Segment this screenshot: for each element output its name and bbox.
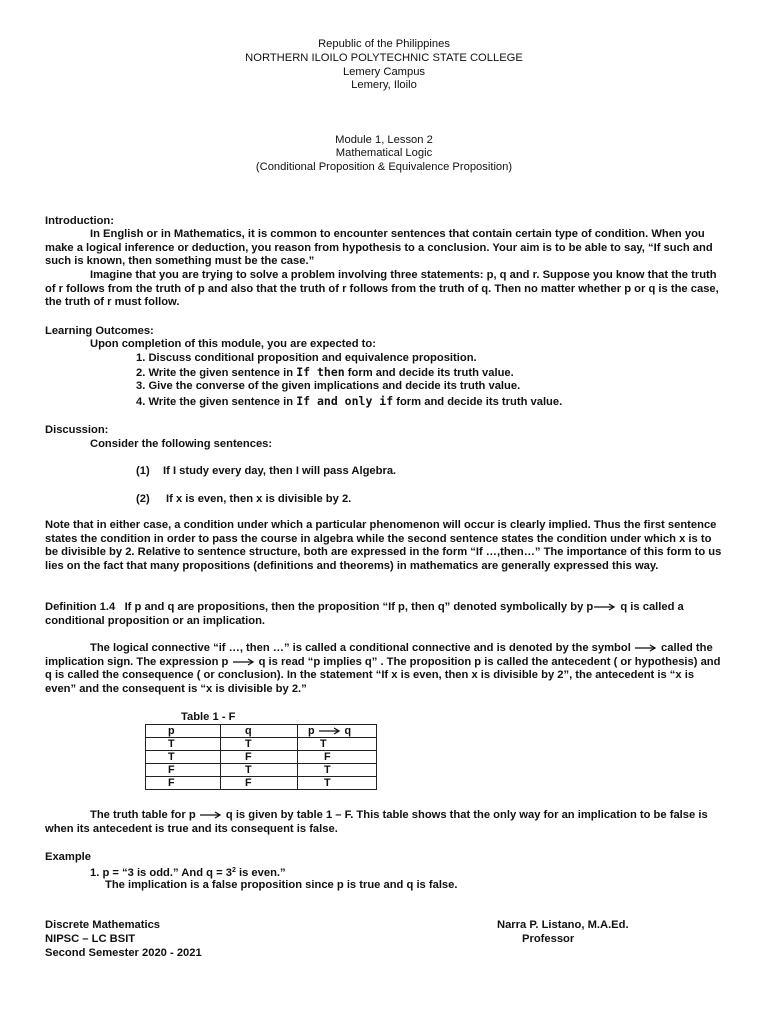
header-republic: Republic of the Philippines — [318, 38, 450, 50]
outcome-4-post: form and decide its truth value. — [393, 396, 563, 408]
discussion-note: Note that in either case, a condition under which a particular phenomenon will occur is clearly implied. Thus the first sentence states the condition in order to pass the course in algebra while the second sentence states the condition under which x is to be divisible by 2. Relative to sentence structure, both are expressed in the form “If …,then…” The importance of this form to us lies on the fact that many propositions (definitions and theorems) in mathematics are generally expressed this way. — [45, 519, 722, 572]
header-location: Lemery, Iloilo — [351, 79, 417, 91]
table-row — [146, 751, 377, 764]
header-p-part: p — [307, 725, 315, 737]
table-cell: T — [146, 751, 221, 764]
table-cell: F — [297, 751, 376, 764]
discussion-lead: Consider the following sentences: — [90, 438, 273, 450]
table-header-p: p — [146, 725, 221, 738]
explanation-post: q is given by table 1 – F. This table shows that the only way for an implication to be false is when its antecedent is true and its consequent is false. — [45, 809, 708, 835]
discussion-heading: Discussion: — [45, 424, 109, 436]
footer-instructor-title: Professor — [522, 933, 575, 945]
footer-instructor-name: Narra P. Listano, M.A.Ed. — [497, 919, 629, 931]
intro-heading: Introduction: — [45, 215, 114, 227]
table-header-implication — [297, 725, 376, 738]
table-cell: F — [146, 777, 221, 790]
implies-arrow-icon — [199, 811, 223, 819]
outcome-item-1: 1. Discuss conditional proposition and equivalence proposition. — [136, 352, 477, 364]
outcome-2-post: form and decide its truth value. — [344, 367, 514, 379]
outcome-2-keyword: If then — [296, 365, 345, 379]
table-header-row — [146, 725, 377, 738]
intro-paragraph-1 — [45, 228, 725, 269]
footer-course: Discrete Mathematics — [45, 919, 161, 931]
explanation-pre: The truth table for p — [90, 809, 199, 821]
outcomes-heading: Learning Outcomes: — [45, 325, 154, 337]
example-heading: Example — [45, 851, 92, 863]
module-topic: (Conditional Proposition & Equivalence Proposition) — [255, 161, 513, 173]
example-line-2: The implication is a false proposition since p is true and q is false. — [105, 879, 458, 891]
intro-p1-text: In English or in Mathematics, it is common to encounter sentences that contain certain type of condition. When you make a logical inference or deduction, you reason from hypothesis to a conclusion. Your aim is to be able to say, “If such and such is known, then something must be the case.” — [45, 228, 713, 268]
implies-arrow-icon — [634, 644, 658, 652]
table-cell: T — [297, 764, 376, 777]
table-row — [146, 764, 377, 777]
header-college: NORTHERN ILOILO POLYTECHNIC STATE COLLEGE — [245, 52, 523, 64]
connective-text-a: The logical connective “if …, then …” is called a conditional connective and is denoted by the symbol — [90, 642, 634, 654]
implies-arrow-icon — [593, 603, 617, 611]
connective-paragraph — [45, 642, 725, 696]
example-1-pre: 1. p = “3 is odd.” And q = 3 — [90, 867, 232, 879]
sentence-1-number: (1) — [136, 465, 150, 477]
footer-program: NIPSC – LC BSIT — [45, 933, 136, 945]
header-campus: Lemery Campus — [342, 66, 426, 78]
outcome-2-pre: 2. Write the given sentence in — [136, 367, 297, 379]
outcome-item-2 — [136, 365, 514, 380]
table-cell: F — [220, 751, 297, 764]
table-cell: F — [146, 764, 221, 777]
footer-semester: Second Semester 2020 - 2021 — [45, 947, 202, 959]
table-cell: T — [146, 738, 221, 751]
table-row — [146, 738, 377, 751]
definition-text-post: q is called a conditional proposition or an implication. — [45, 601, 684, 627]
connective-text-c: q is read “p implies q” . The proposition p is called the antecedent ( or hypothesis) and q is called the consequence ( or conclusion). In the statement “If x is even, then x is divisible by 2”, the antecedent is “x is even” and the consequent is “x is divisible by 2.” — [45, 655, 721, 695]
module-subject: Mathematical Logic — [335, 147, 433, 159]
definition-text-pre: If p and q are propositions, then the proposition “If p, then q” denoted symbolically by p — [124, 601, 594, 613]
header-q-part: q — [344, 725, 352, 737]
truth-table — [145, 724, 377, 790]
definition-label: Definition 1.4 — [45, 601, 116, 613]
table-row — [146, 777, 377, 790]
intro-p2-text: Imagine that you are trying to solve a problem involving three statements: p, q and r. Suppose you know that the truth of r follows from the truth of p and also that the truth of r follows from the truth of q. Then no matter whether p or q is the case, the truth of r must follow. — [45, 269, 719, 309]
definition-paragraph — [45, 601, 725, 628]
table-cell: T — [220, 738, 297, 751]
outcome-4-keyword: If and only if — [296, 394, 394, 408]
table-cell: T — [220, 764, 297, 777]
implies-arrow-icon — [232, 658, 256, 666]
table-cell: T — [297, 777, 376, 790]
sentence-2-number: (2) — [136, 493, 150, 505]
connective-text-b: called the implication sign. The expression p — [45, 642, 713, 668]
outcome-4-pre: 4. Write the given sentence in — [136, 396, 297, 408]
table-caption: Table 1 - F — [181, 711, 236, 723]
outcome-item-4 — [136, 394, 562, 409]
sentence-2-text: If x is even, then x is divisible by 2. — [166, 493, 352, 505]
table-header-q: q — [220, 725, 297, 738]
sentence-1-text: If I study every day, then I will pass Algebra. — [163, 465, 397, 477]
table-cell: T — [297, 738, 376, 751]
example-1-post: is even.” — [235, 867, 286, 879]
implies-arrow-icon — [318, 727, 342, 735]
outcome-item-3: 3. Give the converse of the given implications and decide its truth value. — [136, 380, 521, 392]
outcomes-lead: Upon completion of this module, you are expected to: — [90, 338, 376, 350]
table-cell: F — [220, 777, 297, 790]
truth-table-explanation — [45, 809, 725, 836]
module-number: Module 1, Lesson 2 — [335, 134, 433, 146]
example-1-superscript: 2 — [231, 867, 236, 874]
intro-paragraph-2 — [45, 269, 725, 310]
